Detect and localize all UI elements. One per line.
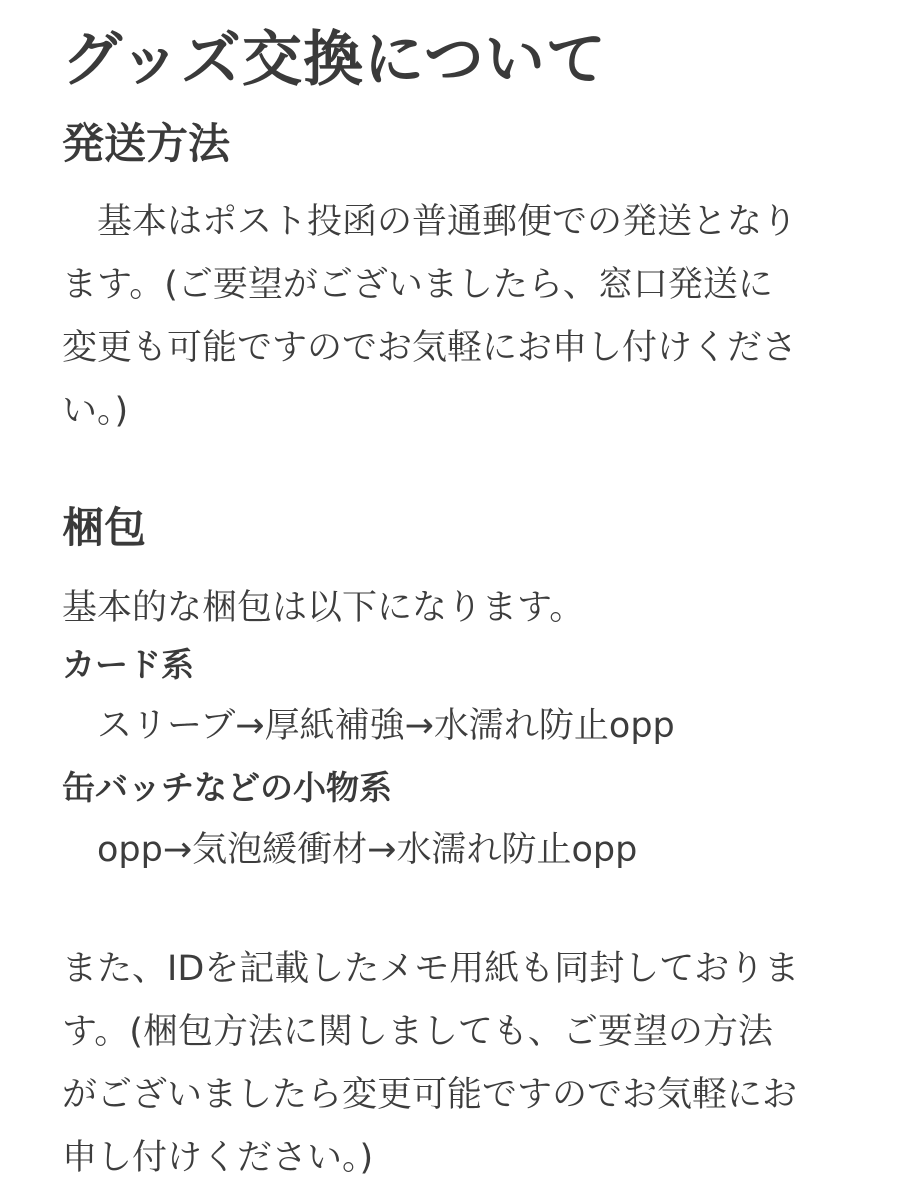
- paragraph-line: 申し付けください。): [62, 1138, 374, 1178]
- subheading-cards: カード系: [62, 645, 194, 684]
- paragraph-line: ます。(ご要望がございましたら、窓口発送に: [62, 265, 773, 305]
- paragraph-line: す。(梱包方法に関しましても、ご要望の方法: [62, 1012, 773, 1052]
- packing-flow-cards: スリーブ→厚紙補強→水濡れ防止opp: [62, 706, 675, 746]
- packing-intro: [62, 577, 862, 640]
- section-heading-shipping: 発送方法: [62, 119, 231, 168]
- packing-flow-small-goods: opp→気泡緩衝材→水濡れ防止opp: [62, 830, 638, 870]
- paragraph-line: 変更も可能ですのでお気軽にお申し付けくださ: [62, 328, 798, 368]
- paragraph-line: い。): [62, 391, 129, 431]
- paragraph-line: 基本的な梱包は以下になります。: [62, 588, 585, 628]
- page-title: グッズ交換について: [62, 25, 607, 95]
- section-heading-packing: 梱包: [62, 503, 147, 552]
- subheading-small-goods: 缶バッチなどの小物系: [62, 768, 392, 807]
- packing-note-paragraph: [62, 938, 862, 1190]
- paragraph-line: 基本はポスト投函の普通郵便での発送となり: [62, 202, 798, 242]
- paragraph-line: がございましたら変更可能ですのでお気軽にお: [62, 1075, 798, 1115]
- shipping-paragraph: [62, 191, 862, 443]
- paragraph-line: また、IDを記載したメモ用紙も同封しておりま: [62, 949, 800, 989]
